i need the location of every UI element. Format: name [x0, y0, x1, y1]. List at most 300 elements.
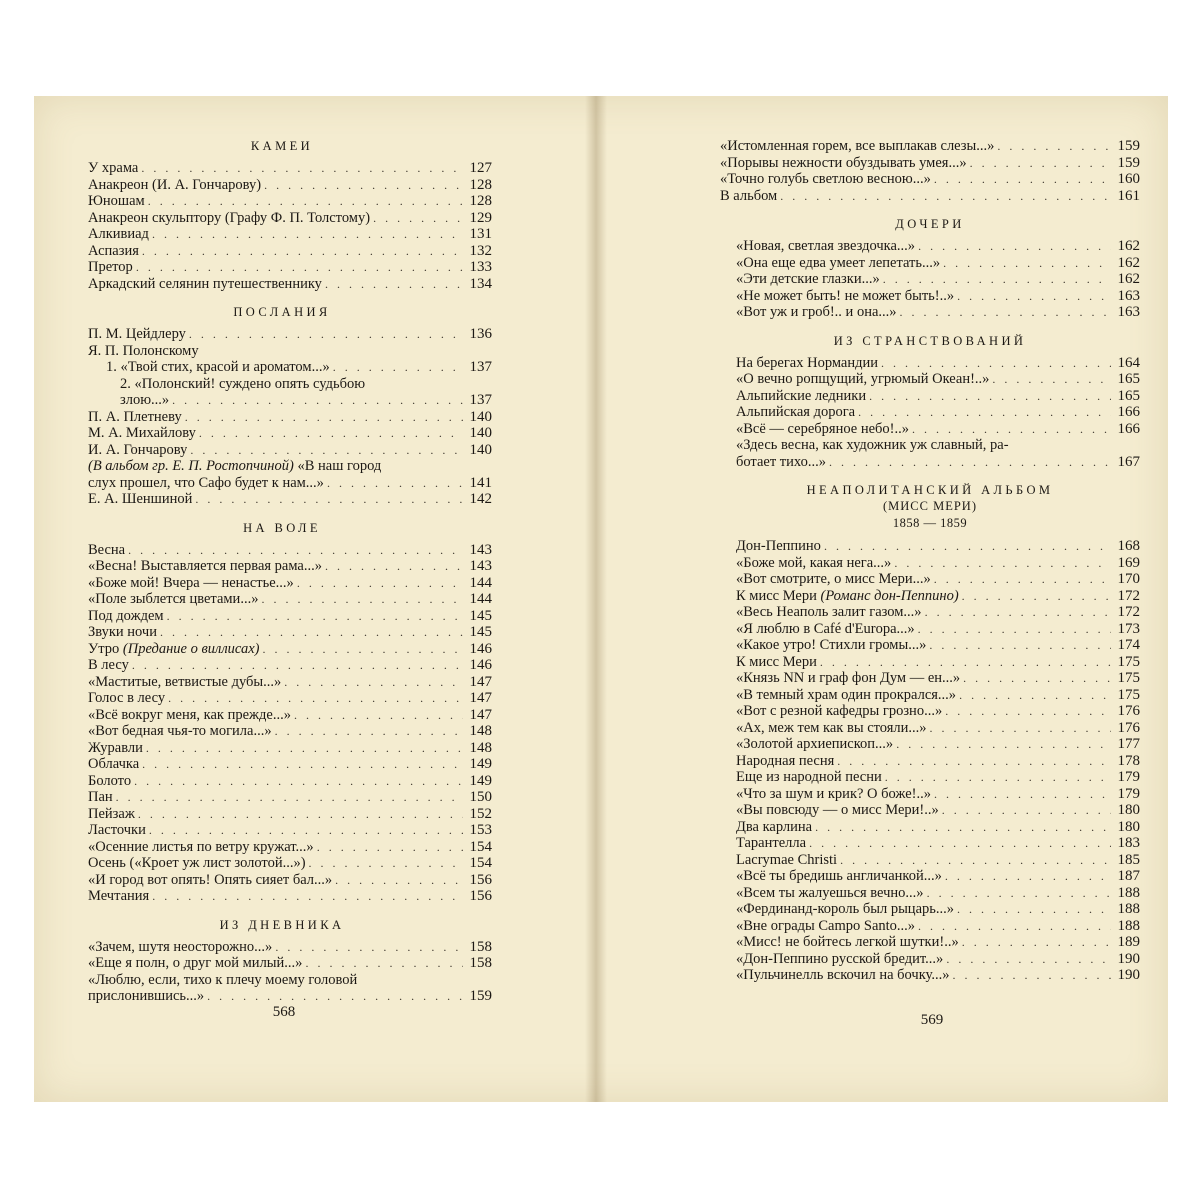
- leader-dots: [925, 604, 1111, 621]
- entry-page-number: 142: [469, 491, 492, 507]
- entry-title-text: 1. «Твой стих, красой и ароматом...»: [106, 359, 330, 375]
- toc-entry: [72, 657, 492, 674]
- entry-title-text: «И город вот опять! Опять сияет бал...»: [88, 871, 333, 888]
- entry-title: [736, 388, 866, 405]
- toc-entry-continuation: [72, 988, 492, 1005]
- entry-title-text: Анакреон скульптору (Графу Ф. П. Толстому): [88, 209, 371, 226]
- leader-dots: [962, 934, 1111, 951]
- entry-title: [88, 855, 306, 872]
- entry-page-number: 140: [469, 408, 492, 425]
- entry-page-number: 159: [1117, 154, 1140, 171]
- section-gap: [72, 292, 492, 304]
- right-page: [720, 138, 1140, 984]
- entry-title: [736, 703, 942, 720]
- entry-title-text: «Новая, светлая звездочка...»: [736, 238, 916, 254]
- toc-entry: [720, 588, 1140, 605]
- entry-title: [736, 951, 943, 968]
- entry-page-number: 137: [469, 392, 492, 408]
- entry-title-text: «Люблю, если, тихо к плечу моему головой: [88, 971, 358, 988]
- toc-entry: [720, 304, 1140, 321]
- entry-title: [736, 371, 989, 388]
- entry-title-text: Претор: [88, 259, 133, 275]
- section-gap: [72, 508, 492, 520]
- entry-title: [88, 210, 370, 227]
- toc-entry: [72, 491, 492, 508]
- leader-dots: [942, 802, 1111, 819]
- entry-page-number: 154: [469, 838, 492, 855]
- entry-page-number: 144: [469, 591, 492, 607]
- entry-title: [88, 624, 157, 641]
- entry-title-text: Дон-Пеппино: [736, 538, 821, 554]
- toc-entry: [72, 575, 492, 592]
- entry-title: [88, 608, 164, 625]
- leader-dots: [185, 409, 463, 426]
- leader-dots: [934, 786, 1111, 803]
- leader-dots: [333, 359, 463, 376]
- entry-page-number: 163: [1117, 304, 1140, 320]
- entry-page-number: 131: [469, 226, 492, 242]
- entry-title: [88, 442, 187, 459]
- entry-title-text: «Не может быть! не может быть!..»: [736, 287, 955, 304]
- toc-entry: [72, 972, 492, 989]
- leader-dots: [992, 371, 1111, 388]
- toc-entry: [720, 670, 1140, 687]
- leader-dots: [934, 171, 1111, 188]
- entry-title-text: Народная песня: [736, 752, 835, 769]
- entry-title-text: Пан: [88, 789, 113, 805]
- entry-page-number: 153: [469, 822, 492, 838]
- entry-title: [736, 555, 891, 572]
- leader-dots: [881, 355, 1111, 372]
- entry-title-text: «Боже мой, какая нега...»: [736, 554, 892, 571]
- toc-entry: [72, 806, 492, 823]
- leader-dots: [837, 753, 1111, 770]
- entry-title-text: Алкивиад: [88, 226, 149, 242]
- toc-entry: [72, 458, 492, 475]
- toc-entry: [72, 674, 492, 691]
- toc-entry: [720, 538, 1140, 555]
- leader-dots: [858, 404, 1111, 421]
- leader-dots: [116, 789, 463, 806]
- entry-page-number: 136: [469, 326, 492, 342]
- entry-page-number: 149: [469, 772, 492, 789]
- entry-title: [736, 271, 880, 288]
- entry-title-text: «Маститые, ветвистые дубы...»: [88, 673, 282, 690]
- leader-dots: [297, 575, 463, 592]
- entry-title-text: И. А. Гончарову: [88, 441, 188, 458]
- leader-dots: [934, 571, 1111, 588]
- toc-entry: [720, 255, 1140, 272]
- toc-entry: [72, 226, 492, 243]
- entry-title: [736, 571, 931, 588]
- entry-title: [736, 654, 817, 671]
- toc-entry: [72, 839, 492, 856]
- entry-title-text: П. А. Плетневу: [88, 408, 182, 425]
- toc-entry: [72, 160, 492, 177]
- leader-dots: [134, 773, 463, 790]
- entry-page-number: 179: [1117, 769, 1140, 785]
- leader-dots: [963, 670, 1111, 687]
- entry-title: [88, 806, 135, 823]
- entry-title: [88, 458, 381, 474]
- toc-entry: [72, 591, 492, 608]
- entry-title-continued: прислонившись...»: [88, 988, 205, 1004]
- leader-dots: [195, 491, 463, 508]
- entry-page-number: 175: [1117, 670, 1140, 686]
- entry-title-rest: «В наш город: [293, 458, 382, 474]
- entry-title-text: «Она еще едва умеет лепетать...»: [736, 254, 941, 271]
- entry-title: [88, 690, 165, 707]
- section-heading: КАМЕИ: [250, 139, 314, 153]
- toc-entry: [72, 723, 492, 740]
- entry-title-text: «Вот уж и гроб!.. и она...»: [736, 304, 897, 320]
- entry-page-number: 185: [1117, 851, 1140, 868]
- entry-title: [120, 376, 365, 392]
- toc-entry: [720, 355, 1140, 372]
- entry-title-continued: злою...»: [120, 392, 170, 408]
- entry-page-number: 180: [1117, 802, 1140, 818]
- leader-dots: [207, 988, 463, 1005]
- entry-page-number: 169: [1117, 554, 1140, 571]
- entry-title-text: Аспазия: [88, 242, 139, 259]
- toc-entry: [720, 421, 1140, 438]
- leader-dots: [883, 271, 1111, 288]
- toc-entry: [720, 271, 1140, 288]
- leader-dots: [957, 901, 1111, 918]
- toc-entry: [720, 571, 1140, 588]
- toc-entry: [72, 641, 492, 658]
- entry-title-text: «Весна! Выставляется первая рама...»: [88, 558, 322, 574]
- section-gap: [72, 905, 492, 917]
- entry-title: [736, 802, 939, 819]
- section-gap: [720, 470, 1140, 482]
- leader-dots: [142, 243, 463, 260]
- entry-title: [736, 918, 915, 935]
- entry-page-number: 172: [1117, 604, 1140, 620]
- leader-dots: [894, 555, 1111, 572]
- toc-entry: [72, 888, 492, 905]
- entry-title: [736, 355, 878, 372]
- entry-title: [736, 604, 922, 621]
- leader-dots: [815, 819, 1111, 836]
- toc-entry: [720, 967, 1140, 984]
- entry-title: [736, 670, 960, 687]
- entry-title-text: Весна: [88, 541, 126, 558]
- entry-title-text: Пейзаж: [88, 805, 135, 822]
- entry-title-text: «Весь Неаполь залит газом...»: [736, 604, 922, 620]
- entry-page-number: 188: [1117, 884, 1140, 901]
- entry-title: [736, 621, 915, 638]
- toc-entry-continuation: [72, 392, 492, 409]
- entry-title: [736, 868, 942, 885]
- toc-entry: [720, 918, 1140, 935]
- entry-title-text: Юношам: [88, 193, 145, 209]
- toc-entry: [720, 388, 1140, 405]
- entry-title: [88, 243, 139, 260]
- entry-title: [88, 839, 314, 856]
- leader-dots: [189, 326, 463, 343]
- entry-title: [736, 885, 924, 902]
- toc-entry: [720, 769, 1140, 786]
- entry-title-text: Еще из народной песни: [736, 769, 882, 785]
- entry-page-number: 173: [1117, 620, 1140, 637]
- leader-dots: [945, 868, 1111, 885]
- entry-page-number: 148: [469, 739, 492, 756]
- entry-page-number: 137: [469, 359, 492, 375]
- entry-title-text: «Князь NN и граф фон Дум — ен...»: [736, 670, 961, 686]
- leader-dots: [885, 769, 1111, 786]
- entry-title-text: К мисс Мери: [736, 587, 821, 604]
- entry-title: [88, 756, 139, 773]
- entry-title: [88, 740, 143, 757]
- entry-title: [88, 591, 258, 608]
- entry-page-number: 183: [1117, 835, 1140, 851]
- page-number-left: 568: [272, 1004, 296, 1020]
- leader-dots: [168, 690, 463, 707]
- entry-page-number: 159: [469, 988, 492, 1004]
- entry-page-number: 167: [1117, 453, 1140, 470]
- toc-entry-continuation: [72, 475, 492, 492]
- entry-title-text: «Точно голубь светлою весною...»: [720, 171, 931, 187]
- entry-page-number: 158: [469, 955, 492, 971]
- entry-title-text: «В темный храм один прокрался...»: [736, 686, 957, 703]
- leader-dots: [132, 657, 463, 674]
- toc-entry: [72, 822, 492, 839]
- entry-page-number: 128: [469, 193, 492, 209]
- toc-entry: [72, 939, 492, 956]
- toc-entry-continuation: [720, 454, 1140, 471]
- toc-entry: [720, 437, 1140, 454]
- toc-entry: [720, 720, 1140, 737]
- toc-entry: [720, 404, 1140, 421]
- entry-page-number: 147: [469, 690, 492, 706]
- toc-entry: [72, 558, 492, 575]
- entry-page-number: 149: [469, 756, 492, 772]
- leader-dots: [152, 888, 463, 905]
- section-heading: ДОЧЕРИ: [895, 217, 965, 231]
- entry-title: [88, 177, 261, 194]
- entry-page-number: 164: [1117, 354, 1140, 371]
- left-page: [72, 138, 492, 1005]
- entry-title: [736, 967, 949, 984]
- entry-title-text: «Всё — серебряное небо!..»: [736, 420, 909, 437]
- entry-title: [736, 720, 927, 737]
- entry-title-text: Под дождем: [88, 607, 164, 624]
- leader-dots: [946, 951, 1111, 968]
- entry-page-number: 147: [469, 706, 492, 723]
- leader-dots: [869, 388, 1111, 405]
- entry-title: [736, 288, 954, 305]
- toc-entry: [720, 555, 1140, 572]
- entry-page-number: 132: [469, 242, 492, 259]
- entry-title-italic: (Предание о виллисах): [122, 640, 260, 657]
- leader-dots: [142, 756, 463, 773]
- entry-title: [88, 193, 145, 210]
- leader-dots: [309, 855, 463, 872]
- toc-entry: [72, 409, 492, 426]
- leader-dots: [199, 425, 463, 442]
- entry-title-text: Ласточки: [88, 822, 146, 838]
- entry-page-number: 143: [469, 541, 492, 558]
- entry-page-number: 146: [469, 657, 492, 673]
- toc-entry: [72, 359, 492, 376]
- entry-title: [88, 972, 357, 988]
- entry-page-number: 189: [1117, 934, 1140, 950]
- entry-title: [736, 637, 926, 654]
- entry-title-text: П. М. Цейдлеру: [88, 326, 186, 342]
- entry-page-number: 165: [1117, 387, 1140, 404]
- entry-page-number: 162: [1117, 254, 1140, 271]
- entry-title-text: Осень («Кроет уж лист золотой...»): [88, 855, 306, 871]
- entry-title-text: У храма: [88, 160, 139, 176]
- entry-title-text: «Всё ты бредишь англичанкой...»: [736, 868, 942, 884]
- toc-entry: [72, 872, 492, 889]
- entry-page-number: 141: [469, 474, 492, 491]
- toc-entry: [72, 789, 492, 806]
- entry-page-number: 175: [1117, 653, 1140, 670]
- toc-entry: [720, 188, 1140, 205]
- leader-dots: [896, 736, 1111, 753]
- toc-entry: [72, 177, 492, 194]
- entry-title-text: «Здесь весна, как художник уж славный, ра-: [736, 437, 1009, 453]
- entry-title: [88, 723, 272, 740]
- entry-title-text: К мисс Мери: [736, 653, 817, 670]
- entry-title-text: «Вот бедная чья-то могила...»: [88, 723, 272, 739]
- section-gap: [720, 204, 1140, 216]
- entry-title-text: Журавли: [88, 739, 143, 756]
- entry-page-number: 140: [469, 425, 492, 441]
- entry-title: [736, 421, 909, 438]
- leader-dots: [927, 885, 1111, 902]
- entry-title: [88, 160, 138, 177]
- entry-title: [106, 359, 330, 376]
- entry-title-text: «Осенние листья по ветру кружат...»: [88, 838, 314, 855]
- entry-title: [88, 872, 332, 889]
- leader-dots: [945, 703, 1111, 720]
- entry-title-text: «Ах, меж тем как вы стояли...»: [736, 719, 927, 736]
- toc-entry: [720, 703, 1140, 720]
- toc-entry: [720, 171, 1140, 188]
- entry-page-number: 172: [1117, 587, 1140, 604]
- entry-title: [88, 259, 133, 276]
- entry-title-text: «Вот с резной кафедры грозно...»: [736, 703, 943, 719]
- entry-page-number: 129: [469, 209, 492, 226]
- toc-entry: [720, 835, 1140, 852]
- entry-title-text: В альбом: [720, 187, 778, 204]
- entry-page-number: 163: [1117, 287, 1140, 304]
- leader-dots: [275, 939, 463, 956]
- entry-page-number: 160: [1117, 171, 1140, 187]
- leader-dots: [820, 654, 1111, 671]
- leader-dots: [930, 720, 1111, 737]
- entry-title-text: «Золотой архиепископ...»: [736, 736, 894, 752]
- leader-dots: [780, 188, 1111, 205]
- entry-page-number: 187: [1117, 868, 1140, 884]
- leader-dots: [284, 674, 463, 691]
- entry-title: [736, 255, 940, 272]
- entry-title-text: «Какое утро! Стихли громы...»: [736, 637, 927, 653]
- entry-page-number: 170: [1117, 571, 1140, 587]
- entry-page-number: 176: [1117, 719, 1140, 736]
- page-number-right: 569: [920, 1012, 944, 1028]
- toc-entry: [72, 343, 492, 360]
- entry-title: [88, 773, 131, 790]
- entry-page-number: 175: [1117, 686, 1140, 703]
- entry-title-text: «Вне ограды Campo Santo...»: [736, 917, 916, 934]
- leader-dots: [148, 193, 463, 210]
- leader-dots: [149, 822, 463, 839]
- entry-title: [736, 769, 882, 786]
- entry-page-number: 154: [469, 855, 492, 871]
- section-gap: [720, 321, 1140, 333]
- entry-page-number: 134: [469, 275, 492, 292]
- entry-title-text: Голос в лесу: [88, 690, 166, 706]
- toc-entry: [72, 259, 492, 276]
- entry-page-number: 188: [1117, 901, 1140, 917]
- leader-dots: [959, 687, 1111, 704]
- toc-entry: [72, 210, 492, 227]
- entry-title-continued: слух прошел, что Сафо будет к нам...»: [88, 474, 324, 491]
- book-gutter: [585, 96, 607, 1102]
- entry-page-number: 174: [1117, 637, 1140, 653]
- entry-title: [88, 226, 149, 243]
- entry-title-text: Е. А. Шеншиной: [88, 491, 193, 507]
- toc-entry: [720, 786, 1140, 803]
- leader-dots: [264, 177, 463, 194]
- leader-dots: [373, 210, 463, 227]
- entry-title-text: Lacrymae Christi: [736, 851, 838, 868]
- entry-page-number: 150: [469, 789, 492, 805]
- leader-dots: [962, 588, 1111, 605]
- entry-title: [736, 238, 915, 255]
- entry-page-number: 162: [1117, 238, 1140, 254]
- section-heading: НЕАПОЛИТАНСКИЙ АЛЬБОМ: [806, 483, 1054, 497]
- leader-dots: [335, 872, 463, 889]
- leader-dots: [325, 558, 463, 575]
- entry-title-text: Альпийские ледники: [736, 387, 867, 404]
- entry-title: [88, 558, 322, 575]
- entry-title: [736, 437, 1009, 453]
- section-subheading: (МИСС МЕРИ): [883, 499, 977, 513]
- leader-dots: [275, 723, 463, 740]
- entry-title: [720, 188, 777, 205]
- entry-title-text: «Всем ты жалуешься вечно...»: [736, 884, 924, 901]
- section-heading: ИЗ СТРАНСТВОВАНИЙ: [833, 333, 1027, 348]
- entry-page-number: 158: [469, 938, 492, 955]
- leader-dots: [152, 226, 463, 243]
- leader-dots: [918, 238, 1111, 255]
- leader-dots: [141, 160, 463, 177]
- entry-title-text: «О вечно ропщущий, угрюмый Океан!..»: [736, 371, 990, 387]
- leader-dots: [128, 542, 463, 559]
- toc-entry: [720, 852, 1140, 869]
- entry-page-number: 161: [1117, 187, 1140, 204]
- entry-title: [88, 955, 302, 972]
- leader-dots: [138, 806, 463, 823]
- leader-dots: [136, 259, 463, 276]
- toc-entry: [72, 276, 492, 293]
- section-heading: ИЗ ДНЕВНИКА: [219, 917, 345, 932]
- leader-dots: [305, 955, 463, 972]
- toc-entry: [720, 138, 1140, 155]
- toc-entry: [720, 288, 1140, 305]
- entry-title-text: Утро: [88, 640, 123, 657]
- leader-dots: [172, 392, 463, 409]
- entry-title-text: «Вы повсюду — о мисс Мери!..»: [736, 802, 939, 818]
- leader-dots: [325, 276, 463, 293]
- entry-title-text: 2. «Полонский! суждено опять судьбою: [120, 375, 366, 392]
- entry-page-number: 145: [469, 607, 492, 624]
